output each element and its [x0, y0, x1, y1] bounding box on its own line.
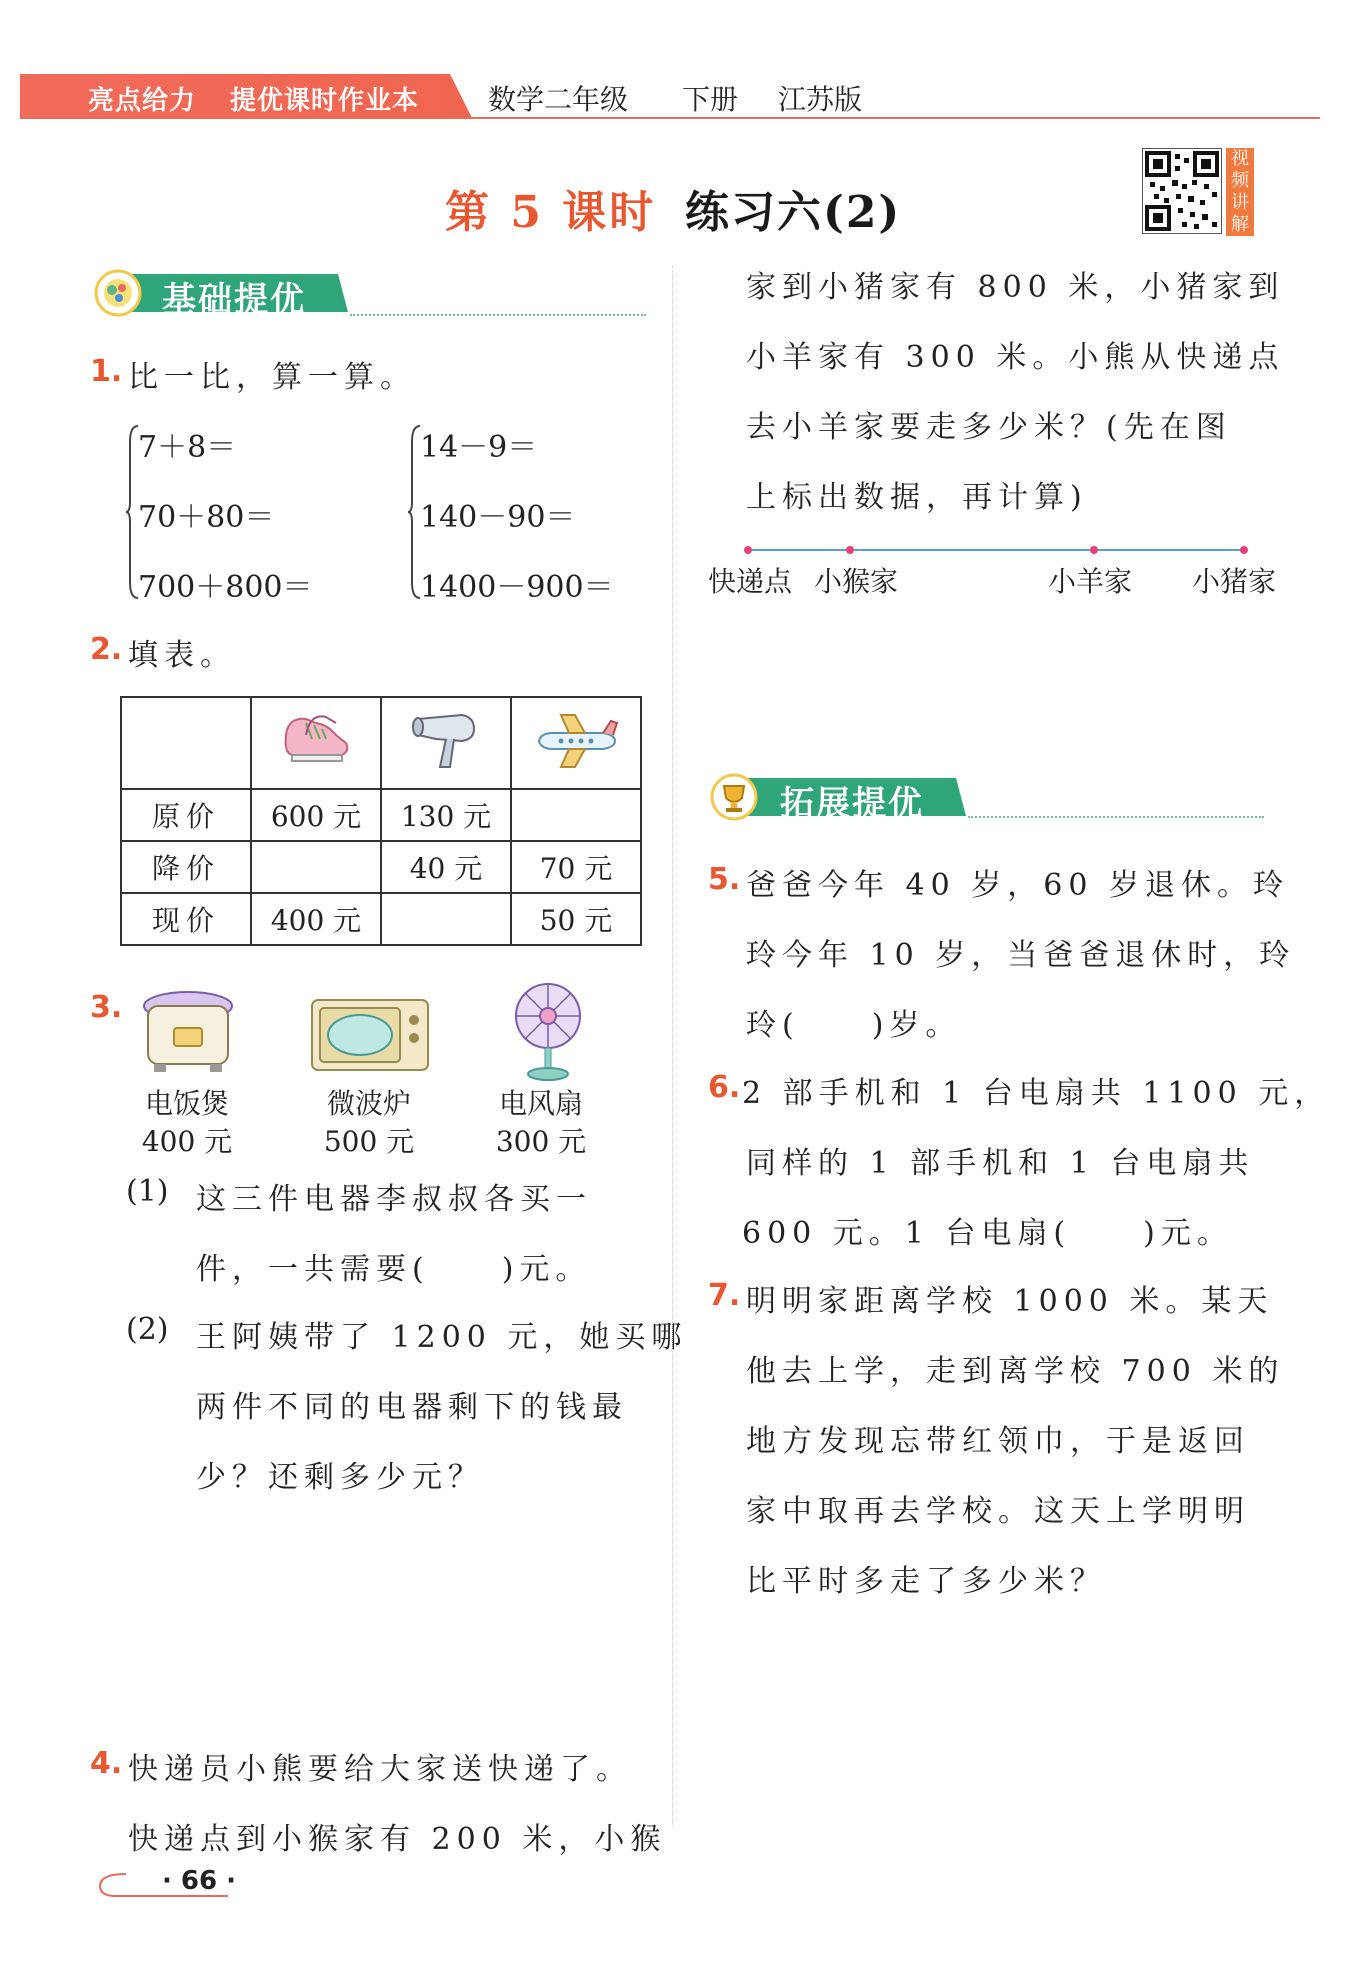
route-point-4	[1240, 546, 1248, 554]
q7-line2: 他去上学，走到离学校 700 米的	[746, 1354, 1285, 1389]
q7-line1: 明明家距离学校 1000 米。某天	[746, 1284, 1274, 1319]
row-label-current: 现价	[121, 893, 251, 945]
table-header-airplane	[511, 697, 641, 789]
q7-line3: 地方发现忘带红领巾，于是返回	[746, 1424, 1250, 1459]
header-edition: 江苏版	[778, 83, 863, 116]
q1-expr-a3: 700＋800＝	[138, 570, 313, 605]
appliance-name-1: 电饭煲	[144, 1087, 229, 1120]
q2-number: 2.	[90, 632, 123, 667]
section-rule-extend	[968, 816, 1264, 818]
electric-fan-icon	[510, 982, 586, 1082]
section-rule-basic	[350, 314, 646, 316]
route-point-3	[1090, 546, 1098, 554]
q2-text: 填表。	[128, 638, 236, 673]
table-corner	[121, 697, 251, 789]
q7-line5: 比平时多走了多少米？	[746, 1564, 1106, 1599]
row-label-original: 原价	[121, 789, 251, 841]
header-volume: 下册	[682, 83, 739, 116]
table-header-hair-dryer	[381, 697, 511, 789]
table-row	[121, 841, 641, 893]
q4-line2: 快递点到小猴家有 200 米，小猴	[128, 1822, 667, 1857]
route-label-4: 小猪家	[1192, 565, 1277, 598]
q5-line1: 爸爸今年 40 岁，60 岁退休。玲	[746, 868, 1289, 903]
airplane-toy-icon	[531, 705, 621, 775]
q1-text: 比一比，算一算。	[128, 360, 416, 395]
q3-number: 3.	[90, 990, 123, 1025]
lesson-title: 练习六(2)	[685, 187, 902, 238]
header-brand-2: 提优课时作业本	[230, 86, 420, 116]
lesson-number: 第 5 课时	[445, 187, 657, 238]
appliance-price-1: 400 元	[141, 1125, 233, 1158]
route-point-1	[744, 546, 752, 554]
q4-line3: 家到小猪家有 800 米，小猪家到	[746, 270, 1285, 305]
hair-dryer-icon	[406, 705, 486, 775]
q3-sub2-line1: 王阿姨带了 1200 元，她买哪	[196, 1320, 688, 1355]
q4-line1: 快递员小熊要给大家送快递了。	[128, 1752, 632, 1787]
table-cell: 70 元	[511, 841, 641, 893]
table-cell: 50 元	[511, 893, 641, 945]
table-cell: 130 元	[381, 789, 511, 841]
qr-code-icon[interactable]	[1142, 148, 1222, 234]
route-label-2: 小猴家	[814, 565, 899, 598]
q4-line6: 上标出数据，再计算)	[746, 480, 1088, 515]
appliance-name-2: 微波炉	[326, 1087, 411, 1120]
column-divider	[672, 266, 673, 1826]
q3-sub2-line3: 少？还剩多少元？	[196, 1460, 484, 1495]
table-cell-blank[interactable]	[381, 893, 511, 945]
q5-line2: 玲今年 10 岁，当爸爸退休时，玲	[746, 938, 1296, 973]
microwave-icon	[310, 996, 430, 1076]
table-cell: 400 元	[251, 893, 381, 945]
route-label-1: 快递点	[708, 565, 793, 598]
appliance-price-3: 300 元	[495, 1125, 587, 1158]
q3-sub2-line2: 两件不同的电器剩下的钱最	[196, 1390, 628, 1425]
q1-number: 1.	[90, 354, 123, 389]
q7-line4: 家中取再去学校。这天上学明明	[746, 1494, 1250, 1529]
q3-sub2-mark: (2)	[126, 1312, 169, 1347]
table-header-shoes	[251, 697, 381, 789]
section-title-extend: 拓展提优	[780, 784, 924, 824]
q4-number: 4.	[90, 1746, 123, 1781]
rice-cooker-icon	[140, 988, 236, 1078]
q5-line3: 玲( )岁。	[746, 1008, 962, 1043]
q1-expr-a2: 70＋80＝	[138, 500, 275, 535]
q1-expr-a1: 7＋8＝	[138, 430, 237, 465]
table-row	[121, 893, 641, 945]
header-subject: 数学二年级	[488, 83, 629, 116]
row-label-discount: 降价	[121, 841, 251, 893]
q4-line4: 小羊家有 300 米。小熊从快递点	[746, 340, 1285, 375]
q6-line2: 同样的 1 部手机和 1 台电扇共	[746, 1146, 1255, 1181]
page-number: · 66 ·	[162, 1866, 237, 1896]
q5-number: 5.	[708, 862, 741, 897]
table-row	[121, 789, 641, 841]
table-cell-blank[interactable]	[251, 841, 381, 893]
q6-line1: 2 部手机和 1 台电扇共 1100 元，	[742, 1076, 1331, 1111]
appliance-name-3: 电风扇	[498, 1087, 583, 1120]
q4-line5: 去小羊家要走多少米？(先在图	[746, 410, 1232, 445]
q3-sub1-mark: (1)	[126, 1174, 169, 1209]
video-tag[interactable]: 视 频 讲 解	[1226, 148, 1254, 236]
q7-number: 7.	[708, 1278, 741, 1313]
q3-sub1-line2: 件，一共需要( )元。	[196, 1252, 592, 1287]
route-label-3: 小羊家	[1048, 565, 1133, 598]
table-cell: 600 元	[251, 789, 381, 841]
shoes-icon	[276, 705, 356, 775]
q1-expr-b2: 140－90＝	[420, 500, 576, 535]
q6-number: 6.	[708, 1070, 741, 1105]
table-cell: 40 元	[381, 841, 511, 893]
appliance-price-2: 500 元	[323, 1125, 415, 1158]
route-line	[740, 540, 1260, 560]
q1-expr-b1: 14－9＝	[420, 430, 538, 465]
price-table	[120, 696, 642, 946]
header-brand-1: 亮点给力	[88, 86, 197, 116]
route-point-2	[846, 546, 854, 554]
section-title-basic: 基础提优	[162, 280, 306, 320]
q1-expr-b3: 1400－900＝	[420, 570, 614, 605]
table-cell-blank[interactable]	[511, 789, 641, 841]
header-rule	[20, 117, 1320, 119]
q3-sub1-line1: 这三件电器李叔叔各买一	[196, 1182, 592, 1217]
q6-line3: 600 元。1 台电扇( )元。	[742, 1216, 1233, 1251]
